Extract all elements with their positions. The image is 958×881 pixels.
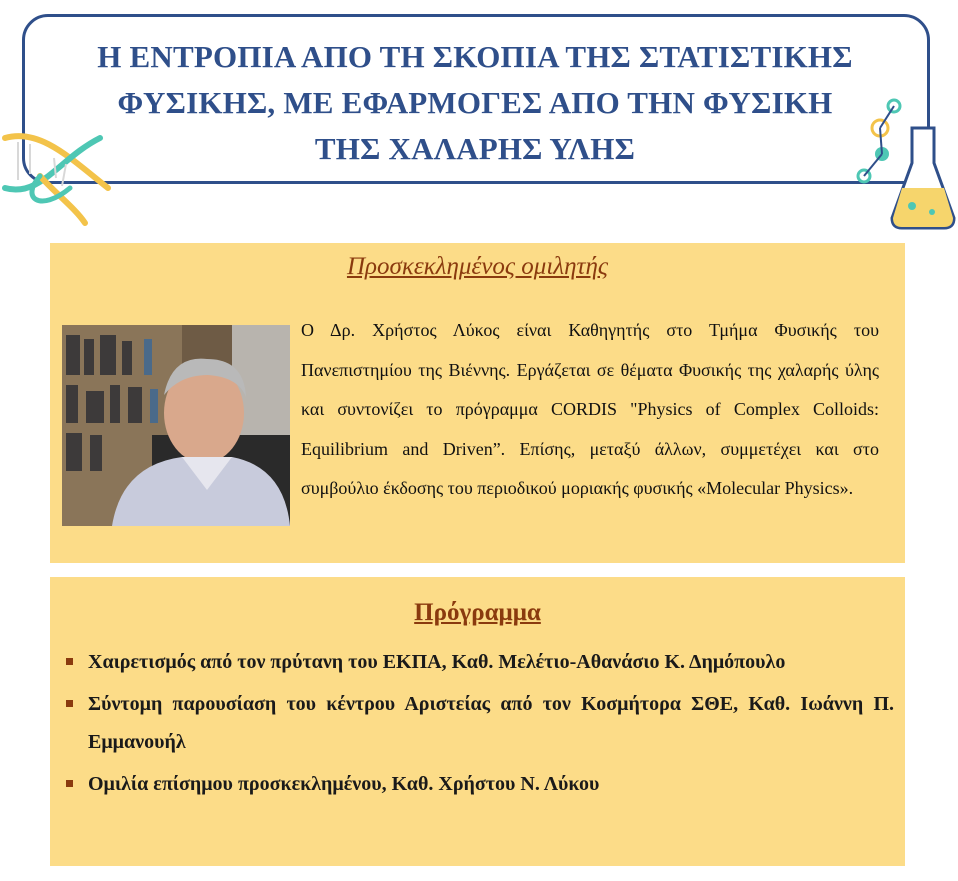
program-heading: Πρόγραμμα (414, 599, 541, 626)
program-item-text: Ομιλία επίσημου προσκεκλημένου, Καθ. Χρήστου Ν. Λύκου (88, 773, 600, 795)
title-line: Η ΕΝΤΡΟΠΙΑ ΑΠΟ ΤΗ ΣΚΟΠΙΑ ΤΗΣ ΣΤΑΤΙΣΤΙΚΗΣ (97, 39, 853, 74)
title-line: ΤΗΣ ΧΑΛΑΡΗΣ ΥΛΗΣ (314, 131, 636, 166)
program-panel (50, 577, 905, 866)
speaker-heading: Προσκεκλημένος ομιλητής (346, 253, 609, 280)
program-item-text: Χαιρετισμός από τον πρύτανη του ΕΚΠΑ, Καθ. Μελέτιο-Αθανάσιο Κ. Δημόπουλο (88, 651, 786, 673)
square-bullet-icon (66, 658, 73, 665)
speaker-panel (50, 243, 905, 563)
list-item (64, 643, 894, 681)
program-list (64, 643, 894, 807)
title-line: ΦΥΣΙΚΗΣ, ΜΕ ΕΦΑΡΜΟΓΕΣ ΑΠΟ ΤΗΝ ΦΥΣΙΚΗ (117, 85, 833, 120)
program-item-text: Σύντομη παρουσίαση του κέντρου Αριστείας από τον Κοσμήτορα ΣΘΕ, Καθ. Ιωάννη Π. Εμμανουήλ (88, 693, 894, 753)
speaker-photo (62, 325, 290, 526)
square-bullet-icon (66, 780, 73, 787)
list-item (64, 685, 894, 761)
page-title (30, 34, 920, 172)
square-bullet-icon (66, 700, 73, 707)
speaker-bio: Ο Δρ. Χρήστος Λύκος είναι Καθηγητής στο Τμήμα Φυσικής του Πανεπιστημίου της Βιέννης. Εργάζεται σε θέματα Φυσικής της χαλαρής ύλης και συντονίζει το πρόγραμμα CORDIS "Physics of Complex Colloids: Equilibrium and Driven”. Επίσης, μεταξύ άλλων, συμμετέχει και στο συμβούλιο έκδοσης του περιοδικού μοριακής φυσικής «Molecular Physics». (301, 320, 879, 498)
list-item (64, 765, 894, 803)
